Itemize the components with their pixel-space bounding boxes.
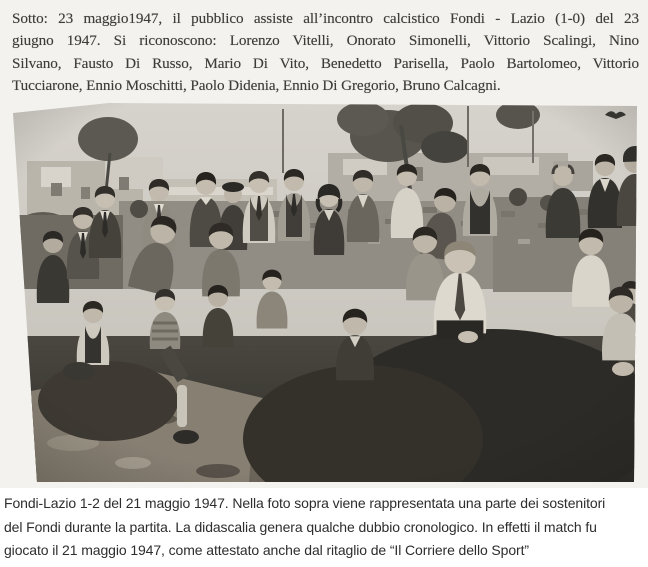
scanned-caption [12, 8, 639, 98]
page-caption-line: del Fondi durante la partita. La didascalia genera qualche dubbio cronologico. In effetti il match fu [4, 518, 597, 535]
scanned-caption-line: Sotto: 23 maggio1947, il pubblico assiste all’incontro calcistico Fondi - Lazio (1-0) del 23 [12, 10, 639, 27]
scanned-caption-line: giugno 1947. Si riconoscono: Lorenzo Vitelli, Onorato Simonelli, Vittorio Scalingi, Nino [12, 32, 639, 50]
scanned-caption-line: Silvano, Fausto Di Russo, Mario Di Vito, Benedetto Parisella, Paolo Bartolomeo, Vittorio [12, 54, 639, 72]
photo-vignette [13, 101, 637, 482]
page-caption [4, 492, 648, 563]
historical-photo [13, 101, 637, 482]
scanned-caption-line: Tucciarone, Ennio Moschitti, Paolo Didenia, Ennio Di Gregorio, Bruno Calcagni. [12, 77, 501, 95]
page-caption-line: Fondi-Lazio 1-2 del 21 maggio 1947. Nella foto sopra viene rappresentata una parte dei sostenitori [4, 495, 606, 511]
page-caption-line: giocato il 21 maggio 1947, come attestato anche dal ritaglio de “Il Corriere dello Sport” [4, 542, 529, 558]
